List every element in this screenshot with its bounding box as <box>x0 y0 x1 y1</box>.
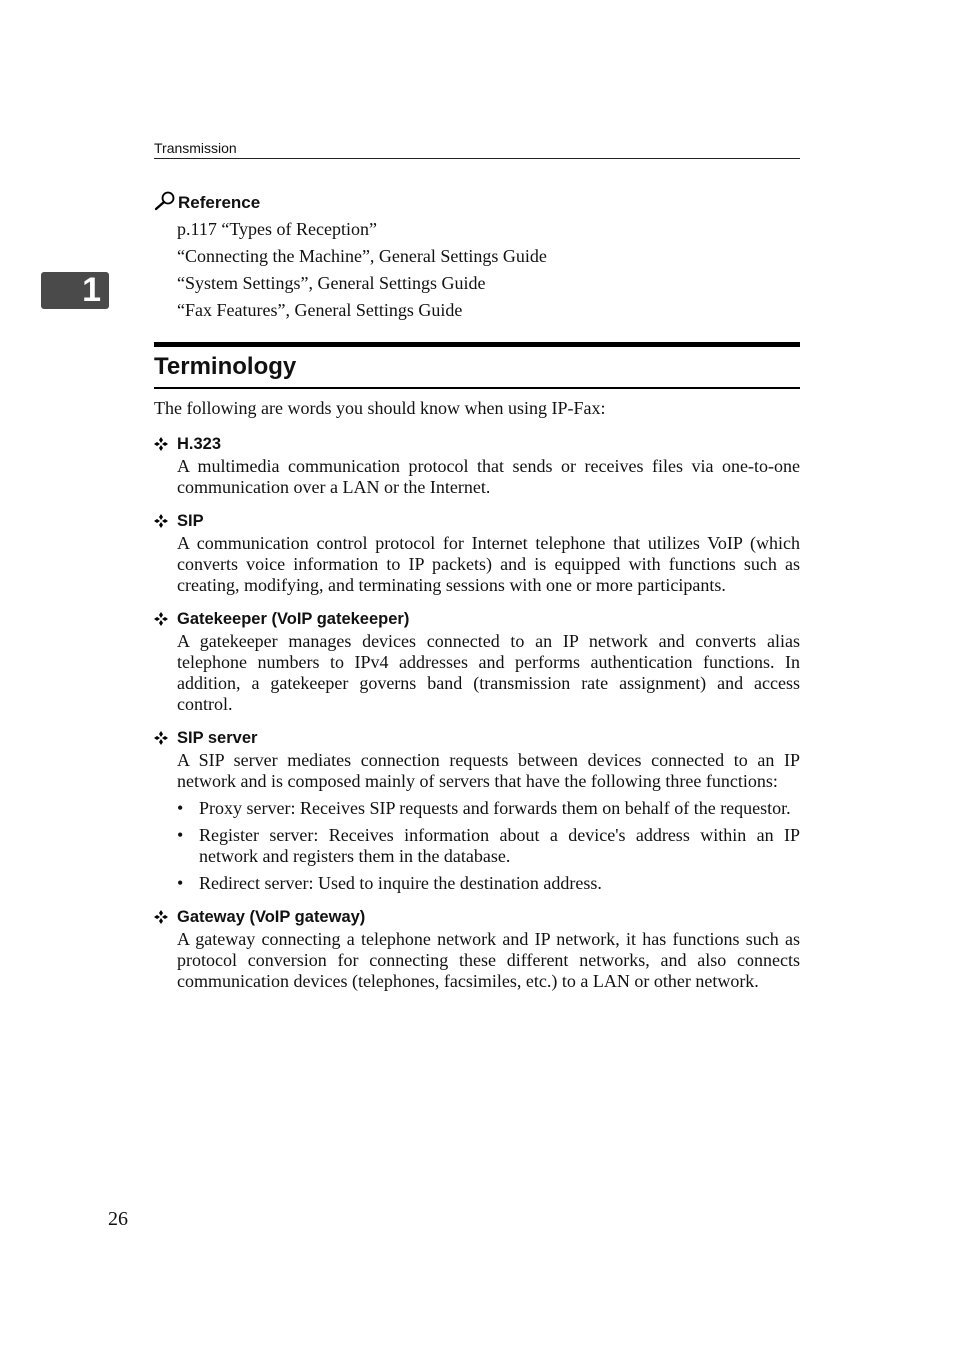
term-description: A gatekeeper manages devices connected to an IP network and converts alias telephone numbers to IPv4 addresses and performs authentication functions. In addition, a gatekeeper governs band (transmission rate assignment) and access control. <box>177 631 800 714</box>
reference-list <box>154 216 800 324</box>
page-number: 26 <box>108 1208 128 1230</box>
term-heading <box>154 726 800 750</box>
term-heading <box>154 432 800 456</box>
section-top-rule <box>154 342 800 347</box>
reference-label: Reference <box>178 193 261 212</box>
term-heading <box>154 607 800 631</box>
term-description: A multimedia communication protocol that sends or receives files via one-to-one communication over a LAN or the Internet. <box>177 456 800 497</box>
term-description: A communication control protocol for Internet telephone that utilizes VoIP (which converts voice information to IP packets) and is equipped with functions such as creating, modifying, and terminating sessions with one or more participants. <box>177 533 800 595</box>
reference-item: “Fax Features”, General Settings Guide <box>177 300 463 320</box>
term-list <box>154 432 800 1003</box>
term-title: Gatekeeper (VoIP gatekeeper) <box>177 610 410 628</box>
chapter-number: 1 <box>82 271 101 309</box>
term-title: SIP server <box>177 729 258 747</box>
term-heading <box>154 905 800 929</box>
term-entry <box>154 905 800 992</box>
section-title: Terminology <box>154 353 297 380</box>
chapter-tab <box>41 272 109 309</box>
term-description: A gateway connecting a telephone network and IP network, it has functions such as protocol conversion for connecting these different networks, and also connects communication devices (telephones, facsimiles, etc.) to a LAN or other network. <box>177 929 800 991</box>
diamond-bullet-icon <box>154 612 168 626</box>
diamond-bullet-icon <box>154 731 168 745</box>
header-divider <box>154 158 800 159</box>
reference-item: “Connecting the Machine”, General Settings Guide <box>177 246 547 266</box>
diamond-bullet-icon <box>154 437 168 451</box>
magnifier-icon <box>154 191 178 216</box>
section-bottom-rule <box>154 387 800 389</box>
bullet-item: • Proxy server: Receives SIP requests and forwards them on behalf of the requestor. <box>177 798 800 819</box>
term-heading <box>154 509 800 533</box>
bullet-item: • Redirect server: Used to inquire the destination address. <box>177 873 800 894</box>
term-title: Gateway (VoIP gateway) <box>177 908 366 926</box>
running-head: Transmission <box>154 140 237 156</box>
term-entry <box>154 607 800 715</box>
section-intro: The following are words you should know when using IP-Fax: <box>154 398 606 418</box>
term-entry <box>154 432 800 498</box>
diamond-bullet-icon <box>154 910 168 924</box>
term-title: SIP <box>177 512 204 530</box>
reference-item: “System Settings”, General Settings Guide <box>177 273 486 293</box>
reference-heading <box>154 190 800 216</box>
reference-box <box>154 190 800 324</box>
term-entry <box>154 509 800 596</box>
term-description: A SIP server mediates connection requests between devices connected to an IP network and is composed mainly of servers that have the following three functions: <box>177 750 800 791</box>
term-title: H.323 <box>177 435 222 453</box>
bullet-list <box>177 798 800 894</box>
diamond-bullet-icon <box>154 514 168 528</box>
bullet-item: • Register server: Receives information about a device's address within an IP network and registers them in the database. <box>177 825 800 867</box>
term-entry <box>154 726 800 894</box>
reference-item: p.117 “Types of Reception” <box>177 219 378 239</box>
